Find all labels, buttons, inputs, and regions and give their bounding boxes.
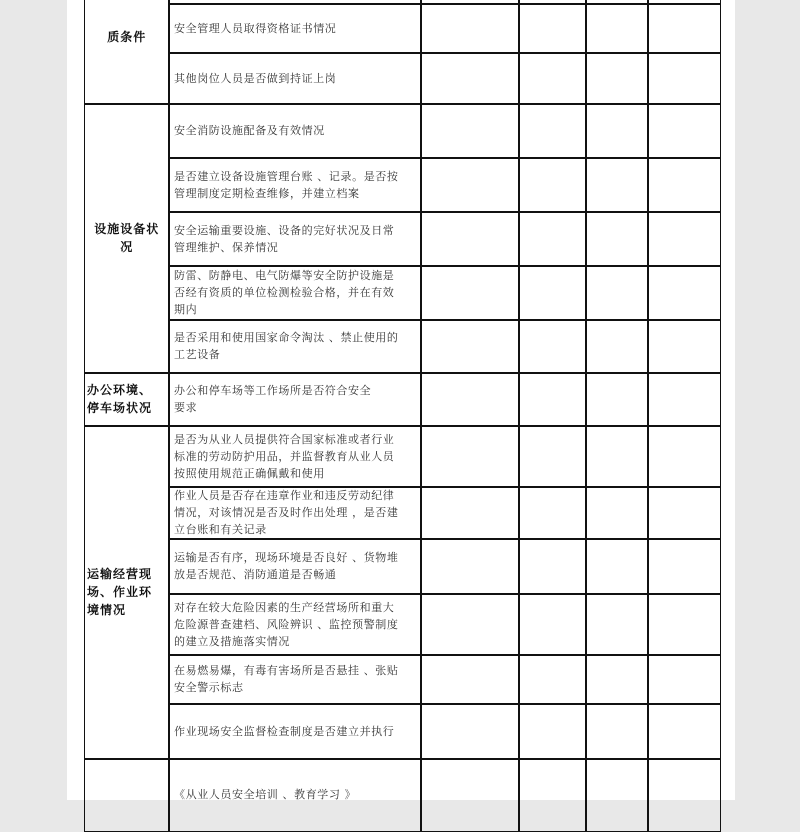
inspection-item-cell: [168, 425, 422, 488]
cell-text-line: 安全管理人员取得资格证书情况: [174, 21, 337, 35]
result-input-cell-4[interactable]: [647, 265, 721, 321]
result-input-cell-2[interactable]: [518, 593, 587, 656]
inspection-item-cell: [168, 265, 422, 321]
result-input-cell-2[interactable]: [518, 103, 587, 159]
cell-text-line: 工艺设备: [174, 348, 221, 362]
cell-text-line: 况: [120, 240, 134, 255]
result-input-cell-2[interactable]: [518, 211, 587, 267]
result-input-cell-1[interactable]: [420, 372, 520, 427]
inspection-item-cell: [168, 654, 422, 705]
category-cell: [84, 0, 170, 105]
result-input-cell-4[interactable]: [647, 211, 721, 267]
result-input-cell-2[interactable]: [518, 654, 587, 705]
result-input-cell-2[interactable]: [518, 758, 587, 832]
inspection-item-cell: [168, 372, 422, 427]
inspection-item-cell: [168, 593, 422, 656]
result-input-cell-3[interactable]: [585, 211, 649, 267]
inspection-item-cell: [168, 758, 422, 832]
inspection-item-cell: [168, 157, 422, 213]
result-input-cell-3[interactable]: [585, 486, 649, 540]
cell-text-line: 安全运输重要设施、设备的完好状况及日常: [174, 223, 395, 237]
result-input-cell-1[interactable]: [420, 425, 520, 488]
cell-text-line: 作业人员是否存在违章作业和违反劳动纪律: [174, 489, 395, 503]
result-input-cell-3[interactable]: [585, 157, 649, 213]
result-input-cell-4[interactable]: [647, 372, 721, 427]
cell-text-line: 安全警示标志: [174, 681, 244, 695]
cell-text-line: 是否建立设备设施管理台账 、记录。是否按: [174, 169, 399, 183]
cell-text-line: 标准的劳动防护用品，并监督教育从业人员: [174, 449, 395, 463]
inspection-item-cell: [168, 103, 422, 159]
inspection-item-cell: [168, 3, 422, 54]
result-input-cell-1[interactable]: [420, 486, 520, 540]
cell-text-line: 场、作业环: [87, 585, 153, 600]
result-input-cell-3[interactable]: [585, 593, 649, 656]
result-input-cell-4[interactable]: [647, 3, 721, 54]
cell-text-line: 运输是否有序，现场环境是否良好 、货物堆: [174, 551, 399, 565]
result-input-cell-3[interactable]: [585, 265, 649, 321]
cell-text-line: 危险源普查建档、风险辨识 、监控预警制度: [174, 617, 399, 631]
cell-text-line: 对存在较大危险因素的生产经营场所和重大: [174, 600, 395, 614]
cell-text-line: 按照使用规范正确佩戴和使用: [174, 466, 325, 480]
cell-text-line: 运输经营现: [87, 567, 153, 582]
result-input-cell-2[interactable]: [518, 425, 587, 488]
category-cell: [84, 372, 170, 427]
cell-text-line: 的建立及措施落实情况: [174, 634, 290, 648]
cell-text-line: 在易燃易爆，有毒有害场所是否悬挂 、张贴: [174, 664, 399, 678]
cell-text-line: 否经有资质的单位检测检验合格，并在有效: [174, 286, 395, 300]
result-input-cell-2[interactable]: [518, 265, 587, 321]
cell-text-line: 管理制度定期检查维修，并建立档案: [174, 186, 360, 200]
category-cell: [84, 758, 170, 832]
result-input-cell-2[interactable]: [518, 538, 587, 595]
cell-text-line: 作业现场安全监督检查制度是否建立并执行: [174, 724, 395, 738]
inspection-item-cell: [168, 211, 422, 267]
cell-text-line: 是否采用和使用国家命令淘汰 、禁止使用的: [174, 331, 399, 345]
result-input-cell-4[interactable]: [647, 703, 721, 760]
result-input-cell-3[interactable]: [585, 372, 649, 427]
result-input-cell-1[interactable]: [420, 538, 520, 595]
result-input-cell-4[interactable]: [647, 52, 721, 105]
cell-text-line: 情况，对该情况是否及时作出处理 ，是否建: [174, 506, 399, 520]
cell-text-line: 防雷、防静电、电气防爆等安全防护设施是: [174, 269, 395, 283]
cell-text-line: 停车场状况: [87, 401, 153, 416]
cell-text-line: 设施设备状: [94, 222, 160, 237]
inspection-item-cell: [168, 538, 422, 595]
result-input-cell-1[interactable]: [420, 758, 520, 832]
result-input-cell-4[interactable]: [647, 425, 721, 488]
result-input-cell-3[interactable]: [585, 52, 649, 105]
cell-text-line: 《从业人员安全培训 、教育学习 》: [174, 788, 357, 802]
result-input-cell-3[interactable]: [585, 654, 649, 705]
cell-text-line: 办公环境、: [87, 383, 153, 398]
result-input-cell-3[interactable]: [585, 425, 649, 488]
cell-text-line: 期内: [174, 303, 198, 317]
result-input-cell-4[interactable]: [647, 103, 721, 159]
result-input-cell-1[interactable]: [420, 157, 520, 213]
inspection-item-cell: [168, 319, 422, 374]
result-input-cell-1[interactable]: [420, 3, 520, 54]
cell-text-line: 要求: [174, 401, 198, 415]
inspection-item-cell: [168, 486, 422, 540]
result-input-cell-4[interactable]: [647, 157, 721, 213]
result-input-cell-2[interactable]: [518, 52, 587, 105]
result-input-cell-3[interactable]: [585, 103, 649, 159]
cell-text-line: 立台账和有关记录: [174, 523, 267, 537]
result-input-cell-4[interactable]: [647, 486, 721, 540]
inspection-item-cell: [168, 52, 422, 105]
cell-text-line: 安全消防设施配备及有效情况: [174, 124, 325, 138]
result-input-cell-1[interactable]: [420, 52, 520, 105]
result-input-cell-2[interactable]: [518, 319, 587, 374]
result-input-cell-1[interactable]: [420, 654, 520, 705]
inspection-item-cell: [168, 703, 422, 760]
category-cell: [84, 103, 170, 374]
result-input-cell-4[interactable]: [647, 758, 721, 832]
result-input-cell-2[interactable]: [518, 157, 587, 213]
result-input-cell-4[interactable]: [647, 538, 721, 595]
result-input-cell-3[interactable]: [585, 3, 649, 54]
cell-text-line: 其他岗位人员是否做到持证上岗: [174, 71, 337, 85]
result-input-cell-2[interactable]: [518, 486, 587, 540]
result-input-cell-4[interactable]: [647, 319, 721, 374]
cell-text-line: 境情况: [87, 603, 127, 618]
result-input-cell-3[interactable]: [585, 319, 649, 374]
result-input-cell-3[interactable]: [585, 758, 649, 832]
result-input-cell-1[interactable]: [420, 103, 520, 159]
result-input-cell-1[interactable]: [420, 703, 520, 760]
result-input-cell-4[interactable]: [647, 654, 721, 705]
result-input-cell-2[interactable]: [518, 372, 587, 427]
result-input-cell-1[interactable]: [420, 319, 520, 374]
result-input-cell-1[interactable]: [420, 265, 520, 321]
result-input-cell-3[interactable]: [585, 703, 649, 760]
result-input-cell-2[interactable]: [518, 703, 587, 760]
cell-text-line: 是否为从业人员提供符合国家标准或者行业: [174, 432, 395, 446]
result-input-cell-1[interactable]: [420, 593, 520, 656]
cell-text-line: 管理维护、保养情况: [174, 240, 279, 254]
cell-text-line: 放是否规范、消防通道是否畅通: [174, 568, 337, 582]
cell-text-line: 质条件: [107, 30, 147, 45]
cell-text-line: 办公和停车场等工作场所是否符合安全: [174, 384, 372, 398]
result-input-cell-2[interactable]: [518, 3, 587, 54]
category-cell: [84, 425, 170, 760]
result-input-cell-1[interactable]: [420, 211, 520, 267]
result-input-cell-4[interactable]: [647, 593, 721, 656]
document-page: [67, 0, 735, 800]
result-input-cell-3[interactable]: [585, 538, 649, 595]
